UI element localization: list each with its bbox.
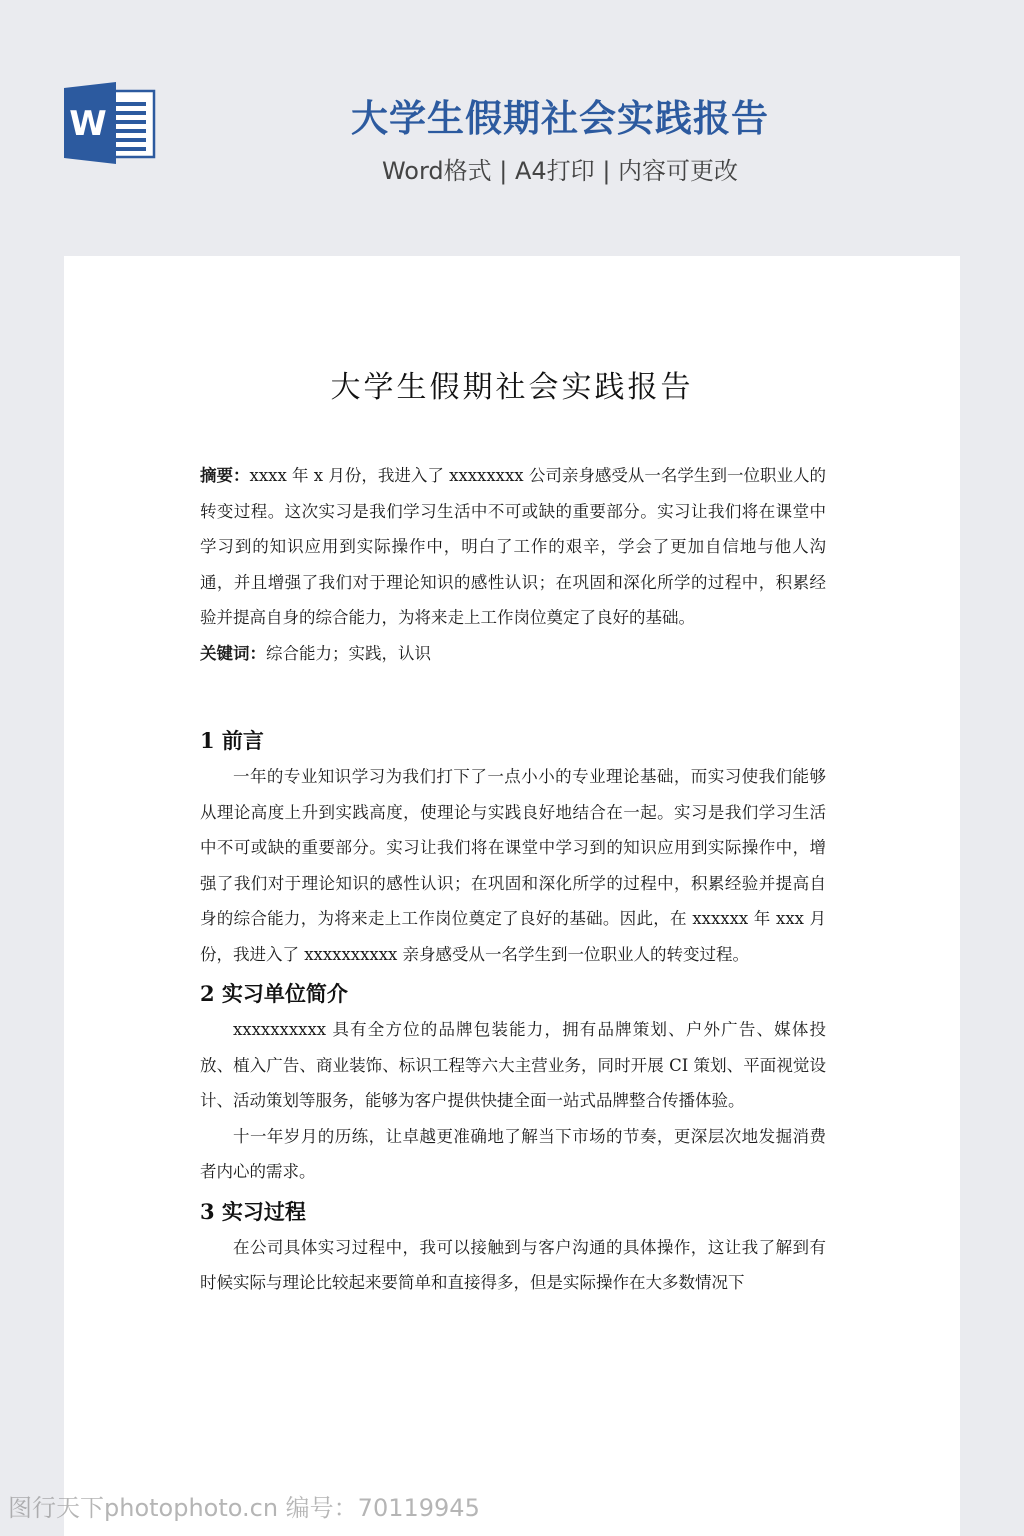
section-paragraph: 十一年岁月的历练，让卓越更准确地了解当下市场的节奏，更深层次地发掘消费者内心的需求。 xyxy=(200,1126,826,1181)
keywords-label: 关键词： xyxy=(200,643,266,663)
keywords-text: 综合能力；实践，认识 xyxy=(266,643,431,663)
section-paragraph: xxxxxxxxxx 具有全方位的品牌包装能力，拥有品牌策划、户外广告、媒体投放、植入广告、商业装饰、标识工程等六大主营业务，同时开展 CI 策划、平面视觉设计、活动策划等服务，能够为客户提供快捷全面一站式品牌整合传播体验。 xyxy=(200,1020,826,1110)
section-heading-preface: 1 前言 xyxy=(200,728,264,753)
document-body xyxy=(200,458,826,1301)
section-heading-company: 2 实习单位简介 xyxy=(200,981,348,1006)
abstract-text: xxxx 年 x 月份，我进入了 xxxxxxxx 公司亲身感受从一名学生到一位职业人的转变过程。这次实习是我们学习生活中不可或缺的重要部分。实习让我们将在课堂中学习到的知识应用到实际操作中，明白了工作的艰辛，学会了更加自信地与他人沟通，并且增强了我们对于理论知识的感性认识；在巩固和深化所学的过程中，积累经验并提高自身的综合能力，为将来走上工作岗位奠定了良好的基础。 xyxy=(200,466,826,627)
header-subtitle: Word格式 | A4打印 | 内容可更改 xyxy=(381,157,739,185)
header-title: 大学生假期社会实践报告 xyxy=(351,97,769,140)
section-paragraph: 一年的专业知识学习为我们打下了一点小小的专业理论基础，而实习使我们能够从理论高度上升到实践高度，使理论与实践良好地结合在一起。实习是我们学习生活中不可或缺的重要部分。实习让我们将在课堂中学习到的知识应用到实际操作中，增强了我们对于理论知识的感性认识；在巩固和深化所学的过程中，积累经验并提高自身的综合能力，为将来走上工作岗位奠定了良好的基础。因此，在 xxxxxx 年 xxx 月份，我进入了 xxxxxxxxxx 亲身感受从一名学生到一位职业人的转变过程。 xyxy=(200,767,826,964)
abstract-label: 摘要： xyxy=(200,466,250,485)
word-icon xyxy=(64,82,156,164)
keywords-paragraph xyxy=(200,636,826,672)
watermark: 图行天下photophoto.cn 编号：70119945 xyxy=(8,1494,480,1522)
section-heading-process: 3 实习过程 xyxy=(200,1198,306,1224)
document-title: 大学生假期社会实践报告 xyxy=(330,370,694,405)
abstract-paragraph xyxy=(200,458,826,636)
section-paragraph: 在公司具体实习过程中，我可以接触到与客户沟通的具体操作，这让我了解到有时候实际与理论比较起来要简单和直接得多，但是实际操作在大多数情况下 xyxy=(200,1237,826,1292)
svg-text:W: W xyxy=(69,104,107,144)
document-page xyxy=(64,256,960,1536)
header-banner xyxy=(0,0,1024,250)
